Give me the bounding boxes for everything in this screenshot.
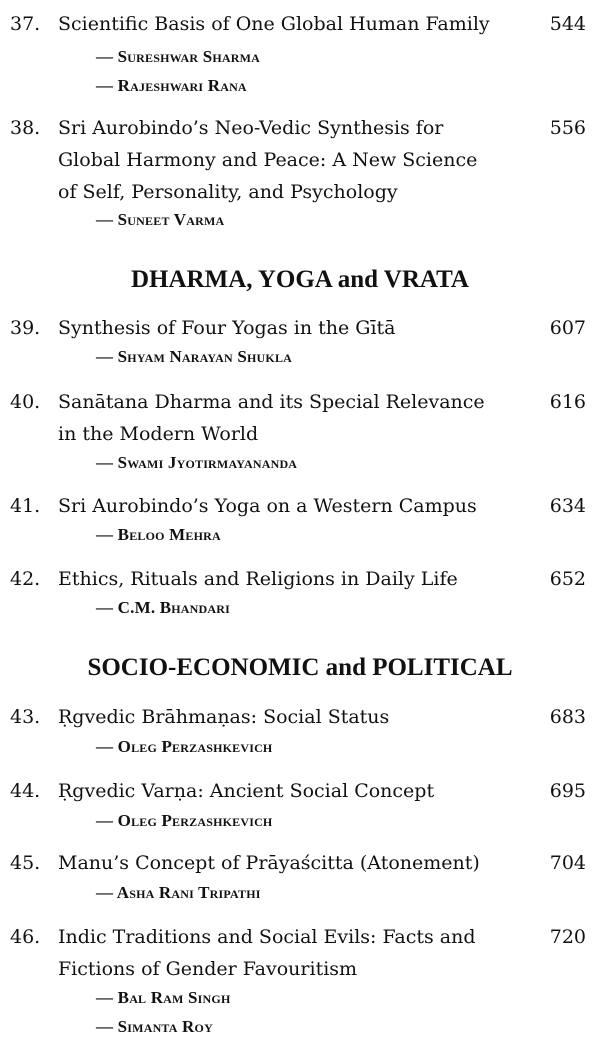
entry-title xyxy=(58,847,528,879)
entry-number: 46. xyxy=(10,926,41,948)
entry-title xyxy=(58,112,528,208)
entry-title xyxy=(58,490,528,522)
entry-page-number: 683 xyxy=(549,706,586,728)
entry-title xyxy=(58,701,528,733)
entry-author: — Swami Jyotirmayananda xyxy=(96,453,298,472)
entry-title-line: Sanātana Dharma and its Special Relevance xyxy=(58,391,485,413)
entry-number: 43. xyxy=(10,706,41,728)
entry-page-number: 720 xyxy=(549,926,586,948)
entry-author: — Oleg Perzashkevich xyxy=(96,811,273,830)
entry-author: — Oleg Perzashkevich xyxy=(96,737,273,756)
entry-number: 42. xyxy=(10,568,41,590)
entry-title xyxy=(58,8,528,40)
entry-author: — Sureshwar Sharma xyxy=(96,47,261,66)
entry-title-line: Ṛgvedic Brāhmaṇas: Social Status xyxy=(58,706,390,728)
entry-author: — Beloo Mehra xyxy=(96,525,221,544)
entry-title-line: Ethics, Rituals and Religions in Daily Life xyxy=(58,568,458,590)
entry-page-number: 652 xyxy=(549,568,586,590)
entry-title-line: Sri Aurobindo’s Yoga on a Western Campus xyxy=(58,495,477,517)
entry-number: 41. xyxy=(10,495,41,517)
entry-title-line: of Self, Personality, and Psychology xyxy=(58,181,398,203)
entry-number: 45. xyxy=(10,852,41,874)
entry-title xyxy=(58,312,528,344)
entry-page-number: 544 xyxy=(549,13,586,35)
entry-number: 38. xyxy=(10,117,41,139)
entry-title-line: Global Harmony and Peace: A New Science xyxy=(58,149,478,171)
entry-page-number: 634 xyxy=(549,495,586,517)
entry-title-line: Indic Traditions and Social Evils: Facts and xyxy=(58,926,476,948)
entry-author: — Shyam Narayan Shukla xyxy=(96,347,293,366)
entry-number: 39. xyxy=(10,317,41,339)
entry-title-line: Fictions of Gender Favouritism xyxy=(58,958,358,980)
section-heading: SOCIO-ECONOMIC and POLITICAL xyxy=(87,654,513,681)
entry-author: — C.M. Bhandari xyxy=(96,598,230,617)
entry-title-line: Ṛgvedic Varṇa: Ancient Social Concept xyxy=(58,780,435,802)
entry-page-number: 607 xyxy=(549,317,586,339)
entry-author: — Simanta Roy xyxy=(96,1017,213,1036)
entry-title xyxy=(58,386,528,450)
entry-page-number: 695 xyxy=(549,780,586,802)
entry-title-line: Scientific Basis of One Global Human Family xyxy=(58,13,490,35)
entry-title xyxy=(58,563,528,595)
entry-page-number: 556 xyxy=(549,117,586,139)
entry-title-line: in the Modern World xyxy=(58,423,259,445)
section-heading: DHARMA, YOGA and VRATA xyxy=(131,266,469,293)
entry-author: — Bal Ram Singh xyxy=(96,988,231,1007)
entry-number: 37. xyxy=(10,13,41,35)
entry-author: — Asha Rani Tripathi xyxy=(96,883,261,902)
entry-title-line: Synthesis of Four Yogas in the Gītā xyxy=(58,317,396,339)
entry-number: 40. xyxy=(10,391,41,413)
entry-title xyxy=(58,921,528,985)
entry-title-line: Manu’s Concept of Prāyaścitta (Atonement) xyxy=(58,852,480,874)
entry-title xyxy=(58,775,528,807)
entry-title-line: Sri Aurobindo’s Neo-Vedic Synthesis for xyxy=(58,117,444,139)
entry-author: — Rajeshwari Rana xyxy=(96,76,247,95)
entry-author: — Suneet Varma xyxy=(96,210,225,229)
entry-page-number: 704 xyxy=(549,852,586,874)
entry-number: 44. xyxy=(10,780,41,802)
entry-page-number: 616 xyxy=(549,391,586,413)
